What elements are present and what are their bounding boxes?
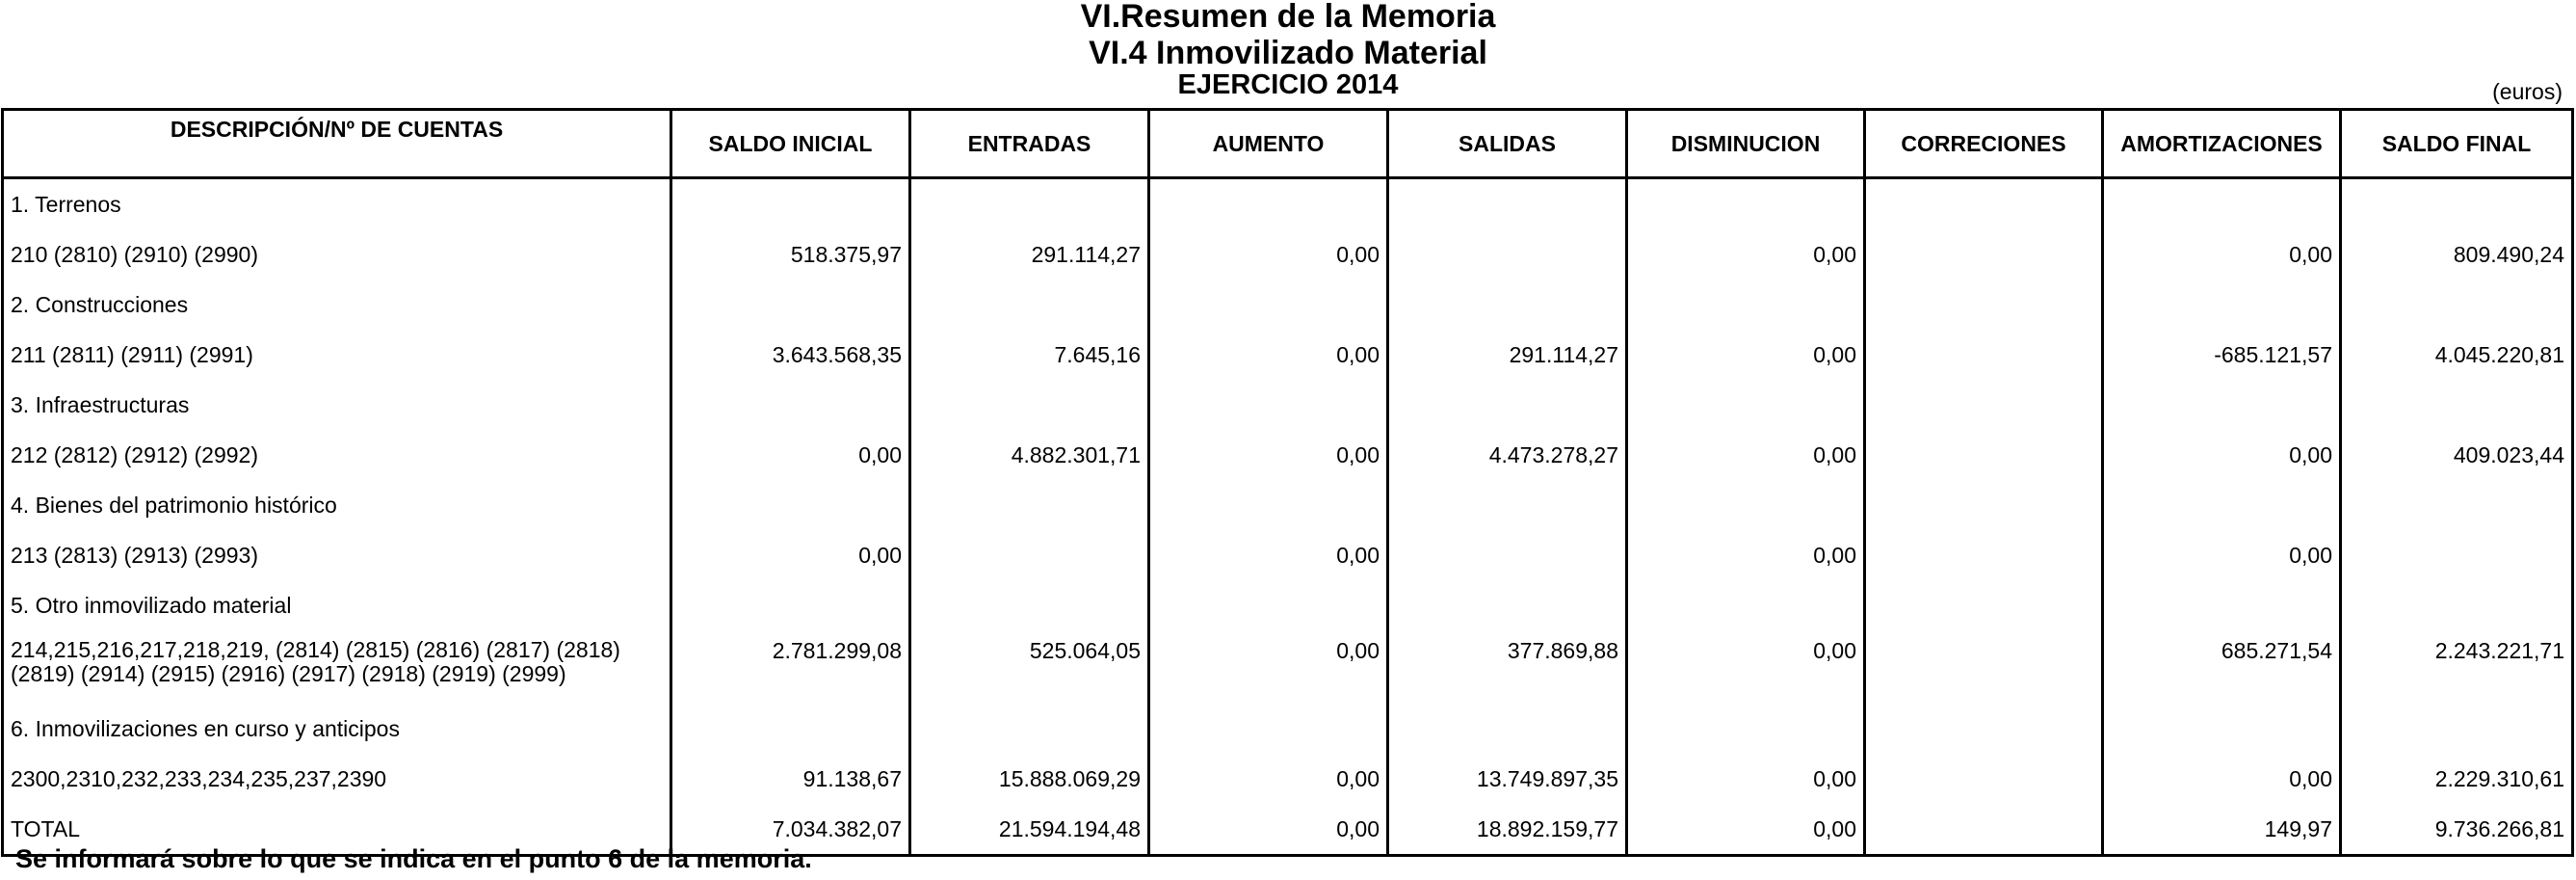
cell-amortizaciones: -685.121,57 (2103, 330, 2341, 380)
cell-saldo-final: 409.023,44 (2341, 430, 2573, 480)
cell-saldo-final: 2.243.221,71 (2341, 630, 2573, 704)
cell-disminucion (1627, 280, 1865, 330)
cell-correciones (1865, 630, 2103, 704)
cell-aumento (1149, 580, 1388, 630)
cell-aumento (1149, 280, 1388, 330)
cell-salidas: 377.869,88 (1388, 630, 1627, 704)
table-row (3, 704, 2573, 754)
col-header-disminucion: DISMINUCION (1627, 110, 1865, 178)
cell-aumento: 0,00 (1149, 754, 1388, 804)
fiscal-year-heading: EJERCICIO 2014 (1177, 69, 1399, 100)
cell-entradas (910, 704, 1149, 754)
cell-salidas: 4.473.278,27 (1388, 430, 1627, 480)
cell-entradas: 525.064,05 (910, 630, 1149, 704)
cell-aumento: 0,00 (1149, 630, 1388, 704)
cell-entradas: 4.882.301,71 (910, 430, 1149, 480)
cell-salidas (1388, 704, 1627, 754)
cell-amortizaciones: 0,00 (2103, 530, 2341, 580)
cell-saldo-inicial (671, 480, 910, 530)
cell-amortizaciones (2103, 480, 2341, 530)
report-title: VI.Resumen de la Memoria (1080, 0, 1496, 35)
table-row (3, 280, 2573, 330)
cell-saldo-final: 2.229.310,61 (2341, 754, 2573, 804)
cell-correciones (1865, 380, 2103, 430)
cell-disminucion: 0,00 (1627, 430, 1865, 480)
cell-correciones (1865, 480, 2103, 530)
cell-disminucion (1627, 580, 1865, 630)
cell-entradas (910, 280, 1149, 330)
cell-saldo-inicial (671, 280, 910, 330)
cell-salidas (1388, 280, 1627, 330)
table-row (3, 580, 2573, 630)
cell-aumento (1149, 178, 1388, 230)
cell-saldo-inicial (671, 704, 910, 754)
table-row (3, 430, 2573, 480)
cell-salidas (1388, 480, 1627, 530)
cell-entradas (910, 480, 1149, 530)
cell-saldo-final (2341, 480, 2573, 530)
cell-entradas: 21.594.194,48 (910, 804, 1149, 856)
cell-amortizaciones (2103, 280, 2341, 330)
cell-disminucion (1627, 178, 1865, 230)
cell-salidas (1388, 580, 1627, 630)
cell-saldo-inicial (671, 380, 910, 430)
col-header-descripcion: DESCRIPCIÓN/Nº DE CUENTAS (3, 110, 671, 178)
cell-entradas: 7.645,16 (910, 330, 1149, 380)
cell-entradas (910, 530, 1149, 580)
table-row (3, 480, 2573, 530)
cell-aumento: 0,00 (1149, 330, 1388, 380)
cell-salidas (1388, 380, 1627, 430)
cell-descripcion: 214,215,216,217,218,219, (2814) (2815) (2816) (2817) (2818) (2819) (2914) (2915) (2916) (2917) (2918) (2919) (2999) (3, 630, 671, 704)
cell-aumento (1149, 480, 1388, 530)
cell-saldo-inicial (671, 580, 910, 630)
cell-disminucion: 0,00 (1627, 630, 1865, 704)
cell-aumento: 0,00 (1149, 804, 1388, 856)
currency-units-label: (euros) (2492, 79, 2563, 104)
cell-saldo-inicial: 91.138,67 (671, 754, 910, 804)
table-row (3, 530, 2573, 580)
cell-saldo-inicial: 0,00 (671, 430, 910, 480)
table-row (3, 330, 2573, 380)
cell-saldo-final (2341, 380, 2573, 430)
cell-aumento (1149, 704, 1388, 754)
cell-descripcion: 213 (2813) (2913) (2993) (3, 530, 671, 580)
cell-saldo-inicial: 2.781.299,08 (671, 630, 910, 704)
cell-correciones (1865, 229, 2103, 280)
cell-correciones (1865, 280, 2103, 330)
cell-descripcion: 2. Construcciones (3, 280, 671, 330)
table-header-row (3, 110, 2573, 178)
col-header-salidas: SALIDAS (1388, 110, 1627, 178)
cell-disminucion: 0,00 (1627, 229, 1865, 280)
cell-disminucion: 0,00 (1627, 330, 1865, 380)
cell-descripcion: 210 (2810) (2910) (2990) (3, 229, 671, 280)
cell-correciones (1865, 704, 2103, 754)
cell-saldo-final (2341, 280, 2573, 330)
cell-salidas: 18.892.159,77 (1388, 804, 1627, 856)
cell-amortizaciones: 0,00 (2103, 430, 2341, 480)
cell-descripcion: 3. Infraestructuras (3, 380, 671, 430)
table-row (3, 380, 2573, 430)
cell-saldo-final (2341, 704, 2573, 754)
cell-disminucion: 0,00 (1627, 530, 1865, 580)
cell-disminucion (1627, 480, 1865, 530)
cell-amortizaciones: 0,00 (2103, 754, 2341, 804)
cell-salidas (1388, 530, 1627, 580)
cell-amortizaciones (2103, 580, 2341, 630)
cell-salidas (1388, 178, 1627, 230)
cell-amortizaciones (2103, 704, 2341, 754)
cell-descripcion: 211 (2811) (2911) (2991) (3, 330, 671, 380)
table-row (3, 630, 2573, 704)
cell-disminucion (1627, 704, 1865, 754)
fixed-assets-table (1, 108, 2574, 857)
cell-correciones (1865, 804, 2103, 856)
col-header-correciones: CORRECIONES (1865, 110, 2103, 178)
cell-saldo-inicial: 3.643.568,35 (671, 330, 910, 380)
cell-saldo-inicial: 518.375,97 (671, 229, 910, 280)
cell-aumento: 0,00 (1149, 430, 1388, 480)
cell-amortizaciones: 149,97 (2103, 804, 2341, 856)
cell-descripcion: 4. Bienes del patrimonio histórico (3, 480, 671, 530)
table-row (3, 178, 2573, 230)
col-header-entradas: ENTRADAS (910, 110, 1149, 178)
cell-correciones (1865, 330, 2103, 380)
table-row (3, 754, 2573, 804)
cell-entradas: 15.888.069,29 (910, 754, 1149, 804)
cell-aumento (1149, 380, 1388, 430)
col-header-saldo-inicial: SALDO INICIAL (671, 110, 910, 178)
cell-saldo-inicial: 7.034.382,07 (671, 804, 910, 856)
cell-saldo-final: 9.736.266,81 (2341, 804, 2573, 856)
cell-correciones (1865, 178, 2103, 230)
cell-descripcion: 5. Otro inmovilizado material (3, 580, 671, 630)
cell-disminucion: 0,00 (1627, 754, 1865, 804)
cell-salidas: 291.114,27 (1388, 330, 1627, 380)
cell-saldo-final: 809.490,24 (2341, 229, 2573, 280)
cell-entradas (910, 580, 1149, 630)
cell-descripcion: TOTAL (3, 804, 671, 856)
cell-saldo-inicial: 0,00 (671, 530, 910, 580)
cell-amortizaciones: 685.271,54 (2103, 630, 2341, 704)
footnote: Se informará sobre lo que se indica en el punto 6 de la memoria. (15, 844, 812, 873)
cell-saldo-inicial (671, 178, 910, 230)
cell-saldo-final (2341, 178, 2573, 230)
cell-amortizaciones (2103, 380, 2341, 430)
cell-entradas (910, 178, 1149, 230)
col-header-amortizaciones: AMORTIZACIONES (2103, 110, 2341, 178)
cell-amortizaciones: 0,00 (2103, 229, 2341, 280)
cell-descripcion: 212 (2812) (2912) (2992) (3, 430, 671, 480)
cell-entradas (910, 380, 1149, 430)
cell-correciones (1865, 530, 2103, 580)
col-header-aumento: AUMENTO (1149, 110, 1388, 178)
report-subtitle: VI.4 Inmovilizado Material (1089, 35, 1487, 71)
table-row (3, 229, 2573, 280)
cell-correciones (1865, 430, 2103, 480)
cell-salidas: 13.749.897,35 (1388, 754, 1627, 804)
cell-correciones (1865, 754, 2103, 804)
cell-saldo-final (2341, 530, 2573, 580)
cell-saldo-final: 4.045.220,81 (2341, 330, 2573, 380)
cell-descripcion: 1. Terrenos (3, 178, 671, 230)
cell-disminucion (1627, 380, 1865, 430)
cell-correciones (1865, 580, 2103, 630)
col-header-saldo-final: SALDO FINAL (2341, 110, 2573, 178)
cell-descripcion: 6. Inmovilizaciones en curso y anticipos (3, 704, 671, 754)
cell-disminucion: 0,00 (1627, 804, 1865, 856)
cell-aumento: 0,00 (1149, 229, 1388, 280)
cell-descripcion: 2300,2310,232,233,234,235,237,2390 (3, 754, 671, 804)
cell-aumento: 0,00 (1149, 530, 1388, 580)
cell-amortizaciones (2103, 178, 2341, 230)
cell-salidas (1388, 229, 1627, 280)
cell-entradas: 291.114,27 (910, 229, 1149, 280)
cell-saldo-final (2341, 580, 2573, 630)
